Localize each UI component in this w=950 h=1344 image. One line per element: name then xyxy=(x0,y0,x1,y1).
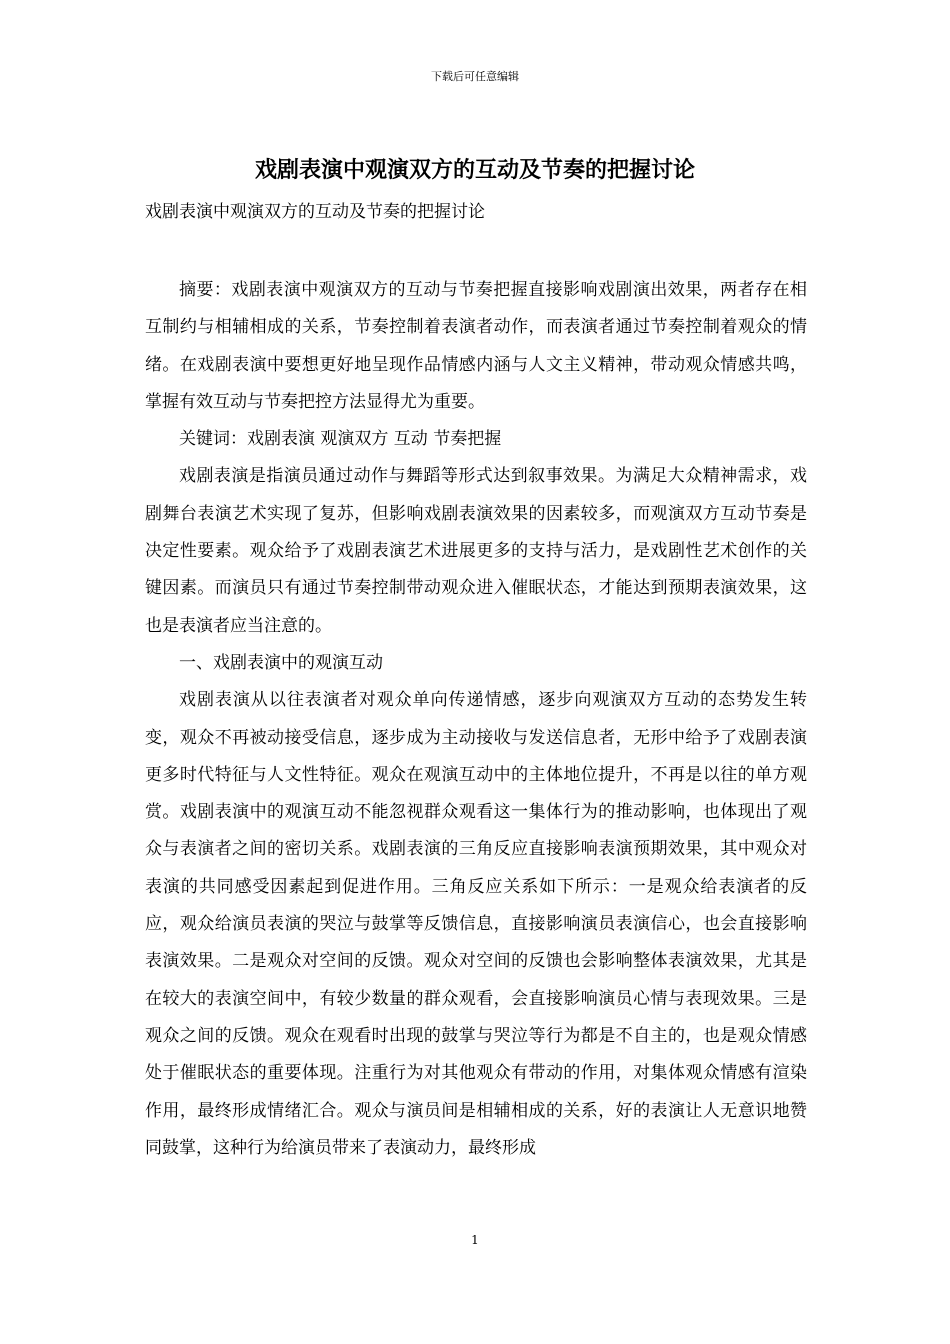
body-paragraph: 戏剧表演从以往表演者对观众单向传递情感，逐步向观演双方互动的态势发生转变，观众不再被动接受信息，逐步成为主动接收与发送信息者，无形中给予了戏剧表演更多时代特征与人文性特征。观众在观演互动中的主体地位提升，不再是以往的单方观赏。戏剧表演中的观演互动不能忽视群众观看这一集体行为的推动影响，也体现出了观众与表演者之间的密切关系。戏剧表演的三角反应直接影响表演预期效果，其中观众对表演的共同感受因素起到促进作用。三角反应关系如下所示：一是观众给表演者的反应，观众给演员表演的哭泣与鼓掌等反馈信息，直接影响演员表演信心，也会直接影响表演效果。二是观众对空间的反馈。观众对空间的反馈也会影响整体表演效果，尤其是在较大的表演空间中，有较少数量的群众观看，会直接影响演员心情与表现效果。三是观众之间的反馈。观众在观看时出现的鼓掌与哭泣等行为都是不自主的，也是观众情感处于催眠状态的重要体现。注重行为对其他观众有带动的作用，对集体观众情感有渲染作用，最终形成情绪汇合。观众与演员间是相辅相成的关系，好的表演让人无意识地赞同鼓掌，这种行为给演员带来了表演动力，最终形成 xyxy=(145,690,807,1158)
keywords-paragraph: 关键词：戏剧表演 观演双方 互动 节奏把握 xyxy=(179,429,502,450)
document-body xyxy=(145,272,807,1167)
document-subtitle: 戏剧表演中观演双方的互动及节奏的把握讨论 xyxy=(145,202,485,222)
document-title: 戏剧表演中观演双方的互动及节奏的把握讨论 xyxy=(254,157,695,183)
abstract-paragraph: 摘要：戏剧表演中观演双方的互动与节奏把握直接影响戏剧演出效果，两者存在相互制约与相辅相成的关系，节奏控制着表演者动作，而表演者通过节奏控制着观众的情绪。在戏剧表演中要想更好地呈现作品情感内涵与人文主义精神，带动观众情感共鸣，掌握有效互动与节奏把控方法显得尤为重要。 xyxy=(145,280,807,412)
page-number: 1 xyxy=(471,1233,479,1247)
section-heading: 一、戏剧表演中的观演互动 xyxy=(179,652,383,673)
intro-paragraph: 戏剧表演是指演员通过动作与舞蹈等形式达到叙事效果。为满足大众精神需求，戏剧舞台表演艺术实现了复苏，但影响戏剧表演效果的因素较多，而观演双方互动节奏是决定性要素。观众给予了戏剧表演艺术进展更多的支持与活力，是戏剧性艺术创作的关键因素。而演员只有通过节奏控制带动观众进入催眠状态，才能达到预期表演效果，这也是表演者应当注意的。 xyxy=(145,466,807,636)
page-header: 下载后可任意编辑 xyxy=(431,70,519,83)
